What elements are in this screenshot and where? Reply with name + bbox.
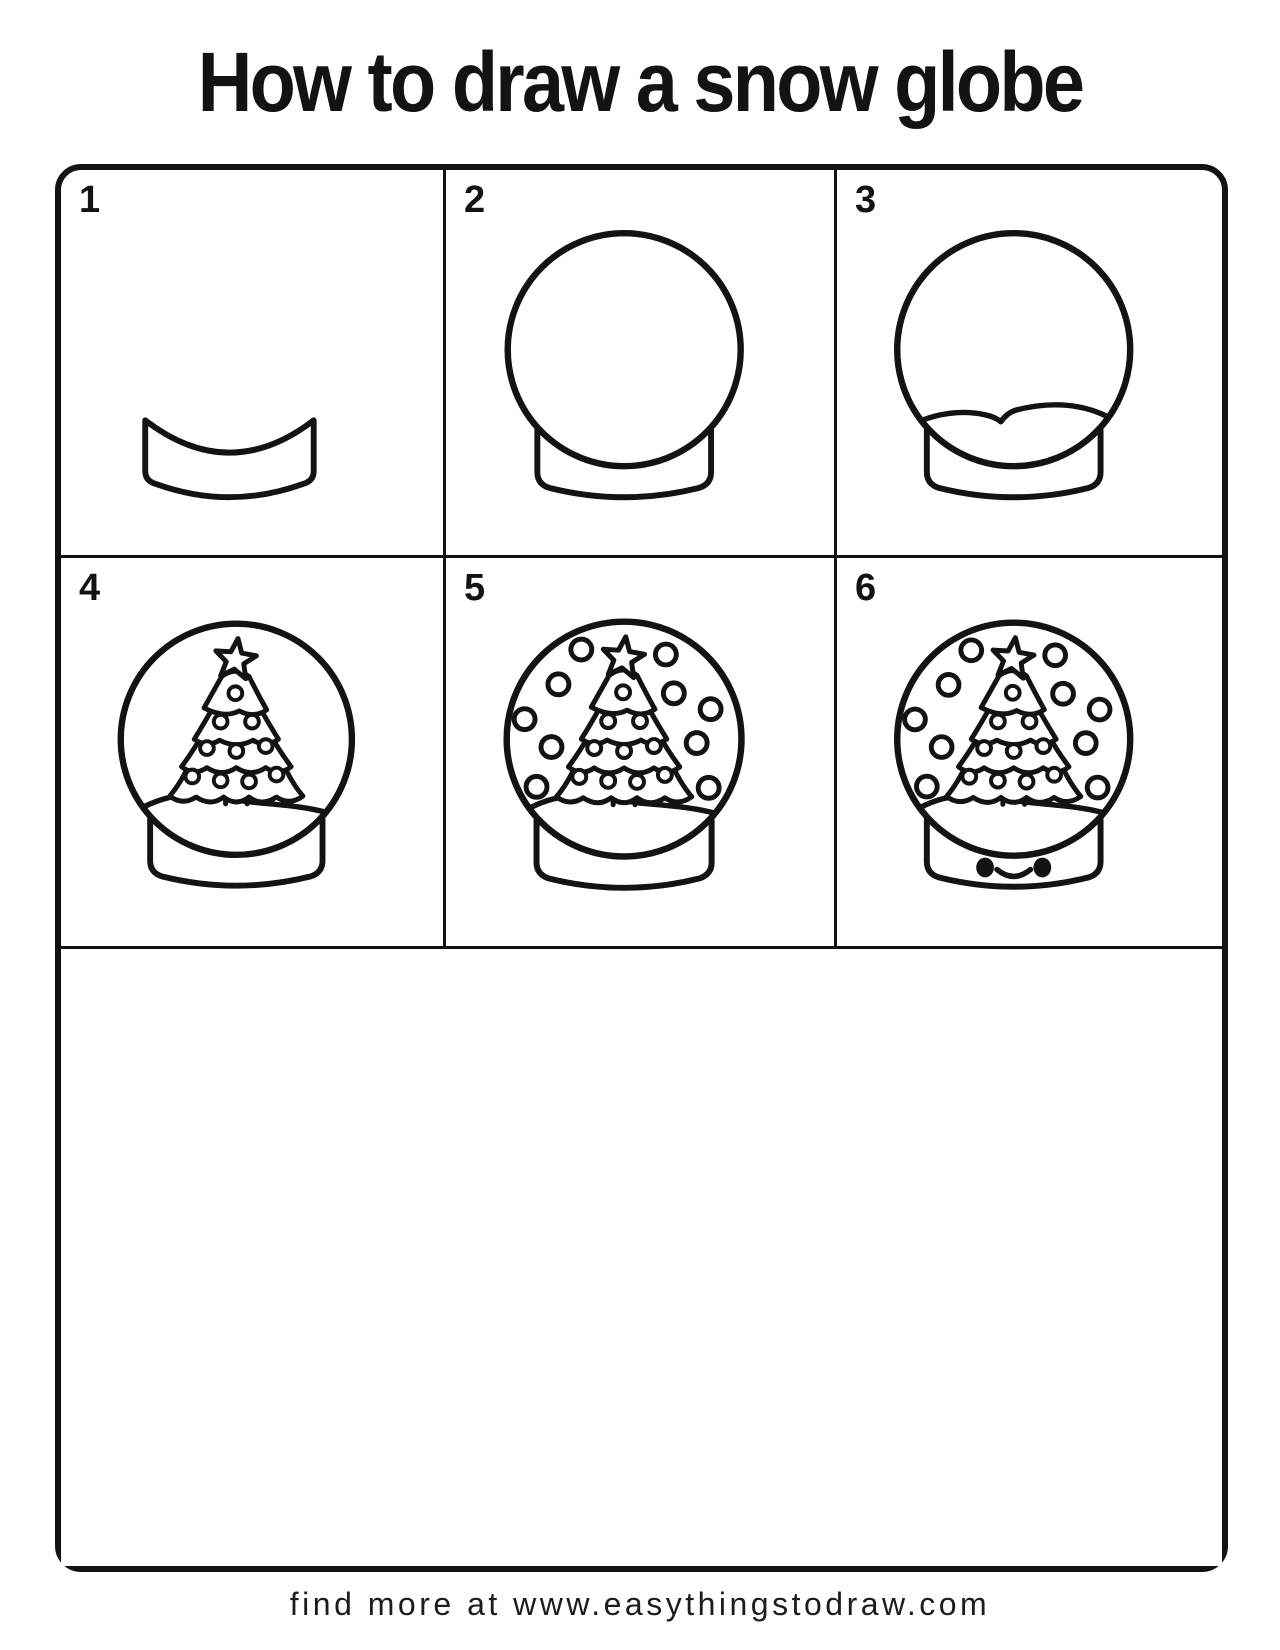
step-1-drawing (61, 170, 443, 555)
globe-circle (508, 233, 741, 466)
practice-drawing-area (61, 949, 1222, 1566)
step-number-3: 3 (855, 179, 876, 221)
page-title: How to draw a snow globe (197, 35, 1083, 129)
step-3-drawing (837, 170, 1222, 555)
step-cell-6 (837, 558, 1222, 946)
step-number-1: 1 (79, 179, 100, 221)
step-cell-3 (837, 170, 1222, 555)
step-cell-2 (446, 170, 834, 555)
step-number-5: 5 (464, 567, 485, 609)
step-2-drawing (446, 170, 834, 555)
step-4-drawing (61, 558, 443, 946)
steps-panel (55, 164, 1228, 1572)
step-cell-1 (61, 170, 443, 555)
snow-globe-base-band (145, 420, 313, 497)
step-number-6: 6 (855, 567, 876, 609)
step-number-4: 4 (79, 567, 100, 609)
step-5-drawing (446, 558, 834, 946)
step-6-drawing (837, 558, 1222, 946)
step-cell-4 (61, 558, 443, 946)
footer-text: find more at www.easythingstodraw.com (289, 1586, 991, 1622)
step-cell-5 (446, 558, 834, 946)
globe-circle (897, 233, 1130, 466)
step-number-2: 2 (464, 179, 485, 221)
